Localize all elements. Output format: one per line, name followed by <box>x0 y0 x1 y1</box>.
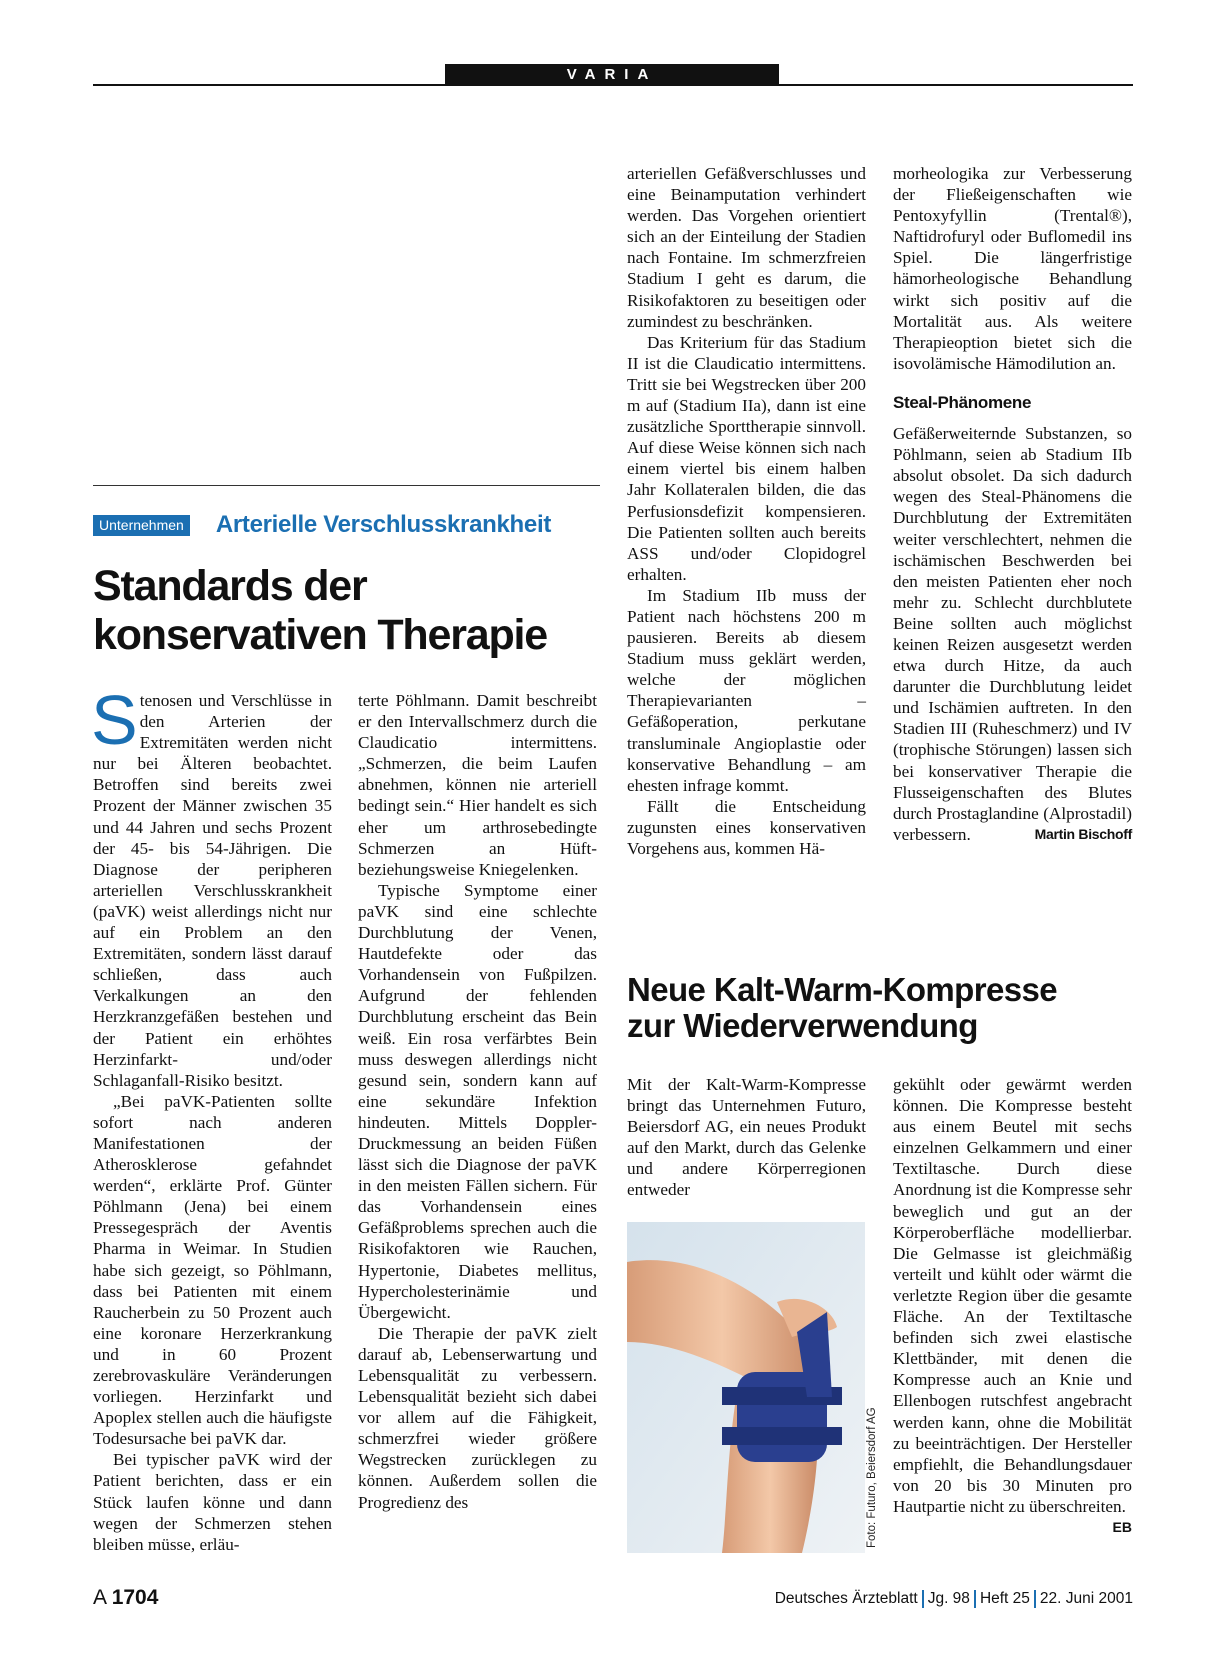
paragraph: Die Therapie der paVK zielt darauf ab, Lebenserwartung und Lebensqualität zu verbessern. Lebensqualität bezieht sich dabei vor allem auf die Fähigkeit, schmerzfrei wieder größere Wegstrecken zurücklegen zu können. Außerdem sollen die Progredienz des <box>358 1323 597 1512</box>
volume: Jg. 98 <box>927 1590 970 1607</box>
paragraph: Fällt die Entscheidung zugunsten eines konservativen Vorgehens aus, kommen Hä- <box>627 796 866 858</box>
article2-column-2 <box>893 1074 1132 1538</box>
article2-headline <box>627 972 1107 1044</box>
subheading: Steal-Phänomene <box>893 392 1032 412</box>
article-divider <box>93 485 600 486</box>
article1-column-3 <box>627 163 866 859</box>
headline-line-2: konservativen Therapie <box>93 611 547 659</box>
headline-line-1: Neue Kalt-Warm-Kompresse <box>627 971 1057 1008</box>
page-number <box>93 1586 158 1610</box>
headline-line-2: zur Wiederverwendung <box>627 1007 978 1044</box>
paragraph: Im Stadium IIb muss der Patient nach höchstens 200 m pausieren. Bereits ab diesem Stadium muss geklärt werden, welche der möglichen Therapievarianten – Gefäßoperation, perkutane transluminale Angioplastie oder konservative Behandlung – am ehesten infrage kommt. <box>627 585 866 795</box>
drop-cap: S <box>91 681 138 759</box>
paragraph: Mit der Kalt-Warm-Kompresse bringt das Unternehmen Futuro, Beiersdorf AG, ein neues Produkt auf den Markt, durch das Gelenke und andere Körperregionen entweder <box>627 1075 866 1200</box>
knee-compress-illustration <box>627 1222 865 1553</box>
article-headline <box>93 562 613 660</box>
section-label: VARIA <box>445 64 779 86</box>
date: 22. Juni 2001 <box>1039 1590 1133 1607</box>
paragraph: Typische Symptome einer paVK sind eine schlechte Durchblutung der Venen, Hautdefekte oder das Vorhandensein von Fußpilzen. Aufgrund der fehlenden Durchblutung erscheint das Bein weiß. Ein rosa verfärbtes Bein muss deswegen allerdings nicht gesund sein, sondern kann auf eine sekundäre Infektion hindeuten. Mittels Doppler-Druckmessung an beiden Füßen lässt sich die Diagnose der paVK in den meisten Fällen sichern. Für das Vorhandensein eines Gefäßproblems sprechen auch die Risikofaktoren wie Rauchen, Hypertonie, Diabetes mellitus, Hypercholesterinämie und Übergewicht. <box>358 880 597 1322</box>
paragraph: Gefäßerweiternde Substanzen, so Pöhlmann, seien ab Stadium IIb absolut obsolet. Da sich dadurch wegen des Steal-Phänomens die Durchblutung der Extremitäten weiter verschlechtert, nehmen die ischämischen Beschwerden bei den meisten Patienten eher noch mehr zu. Schlecht durchblutete Beine sollten auch möglichst keinen Reizen ausgesetzt werden etwa durch Hitze, da auch darunter die Durchblutung leidet und Ischämien auftreten. In den Stadien III (Ruheschmerz) und IV (trophische Störungen) lassen sich bei konservativer Therapie die Flusseigenschaften des Blutes durch Prostaglandine (Alprostadil) verbessern. Martin Bischoff <box>893 424 1132 844</box>
article1-column-1 <box>91 681 332 1555</box>
category-tag: Unternehmen <box>93 515 190 536</box>
separator <box>974 1590 976 1608</box>
separator <box>922 1590 924 1608</box>
paragraph: gekühlt oder gewärmt werden können. Die Kompresse besteht aus einem Beutel mit sechs einzelnen Gelkammern und einer Textiltasche. Durch diese Anordnung ist die Kompresse sehr beweglich und gut an der Körperoberfläche modellierbar. Die Gelmasse ist gleichmäßig verteilt und kühlt oder wärmt die verletzte Region über die gesamte Fläche. An der Textiltasche befinden sich zwei elastische Klettbänder, mit denen die Kompresse auch an Knie und Ellenbogen rutschfest angebracht werden kann, ohne die Mobilität zu beeinträchtigen. Der Hersteller empfiehlt, die Behandlungsdauer von 20 bis 30 Minuten pro Hautpartie nicht zu überschreiten. EB <box>893 1074 1132 1517</box>
paragraph: tenosen und Verschlüsse in den Arterien der Extremitäten werden nicht nur bei Älteren beobachtet. Betroffen sind bereits zwei Prozent der Männer zwischen 35 und 44 Jahren und sechs Prozent der 45- bis 54-Jährigen. Die Diagnose der peripheren arteriellen Verschlusskrankheit (paVK) weist allerdings nicht nur auf ein Problem an den Extremitäten, sondern lässt darauf schließen, dass auch Verkalkungen an den Herzkranzgefäßen bestehen und der Patient ein erhöhtes Herzinfarkt- und/oder Schlaganfall-Risiko besitzt. <box>93 691 332 1090</box>
separator <box>1034 1590 1036 1608</box>
knee-compress-photo <box>627 1222 865 1553</box>
page-number-value: 1704 <box>111 1586 159 1609</box>
article1-column-4 <box>893 163 1132 845</box>
journal-name: Deutsches Ärzteblatt <box>774 1590 918 1607</box>
author-byline: Martin Bischoff <box>1034 825 1132 842</box>
paragraph: „Bei paVK-Patienten sollte sofort nach anderen Manifestationen der Atherosklerose gefahndet werden“, erklärte Prof. Günter Pöhlmann (Jena) bei einem Pressegespräch der Aventis Pharma in Weimar. In Studien habe sich gezeigt, so Pöhlmann, dass bei Patienten mit einem Raucherbein zu 50 Prozent auch eine koronare Herzerkrankung und in 60 Prozent zerebrovaskuläre Veränderungen vorliegen. Herzinfarkt und Apoplex stellen auch die häufigste Todesursache bei paVK dar. <box>93 1091 332 1449</box>
journal-footer <box>775 1590 1133 1608</box>
article1-column-2 <box>358 690 597 1513</box>
paragraph: morheologika zur Verbesserung der Fließeigenschaften wie Pentoxyfyllin (Trental®), Naftidrofuryl oder Buflomedil ins Spiel. Die längerfristige hämorheologische Behandlung wirkt sich positiv auf die Mortalität aus. Als weitere Therapieoption bietet sich die isovolämische Hämodilution an. <box>893 164 1132 373</box>
paragraph: Bei typischer paVK wird der Patient berichten, dass er ein Stück laufen könne und dann wegen der Schmerzen stehen bleiben müsse, erläu- <box>93 1450 332 1554</box>
paragraph: terte Pöhlmann. Damit beschreibt er den Intervallschmerz durch die Claudicatio intermittens. „Schmerzen, die beim Laufen abnehmen, können nie arteriell bedingt sein.“ Hier handelt es sich eher um arthrosebedingte Schmerzen an Hüft- beziehungsweise Kniegelenken. <box>358 691 597 879</box>
kicker-title: Arterielle Verschlusskrankheit <box>215 511 552 538</box>
headline-line-1: Standards der <box>93 562 367 610</box>
paragraph: Das Kriterium für das Stadium II ist die Claudicatio intermittens. Tritt sie bei Wegstrecken über 200 m auf (Stadium IIa), dann ist eine zusätzliche Sporttherapie sinnvoll. Auf diese Weise können sich nach einem viertel bis einem halben Jahr Kollateralen bilden, die das Perfusionsdefizit kompensieren. Die Patienten sollten auch bereits ASS und/oder Clopidogrel erhalten. <box>627 332 866 584</box>
paragraph: arteriellen Gefäßverschlusses und eine Beinamputation verhindert werden. Das Vorgehen orientiert sich an der Einteilung der Stadien nach Fontaine. Im schmerzfreien Stadium I geht es darum, die Risikofaktoren zu beseitigen oder zumindest zu beschränken. <box>627 164 866 331</box>
page-prefix: A <box>93 1586 106 1609</box>
issue: Heft 25 <box>979 1590 1030 1607</box>
article-kicker <box>93 511 551 539</box>
article2-column-1 <box>627 1074 866 1201</box>
photo-credit: Foto: Futuro, Beiersdorf AG <box>866 1407 878 1548</box>
author-initials: EB <box>1112 1518 1132 1535</box>
